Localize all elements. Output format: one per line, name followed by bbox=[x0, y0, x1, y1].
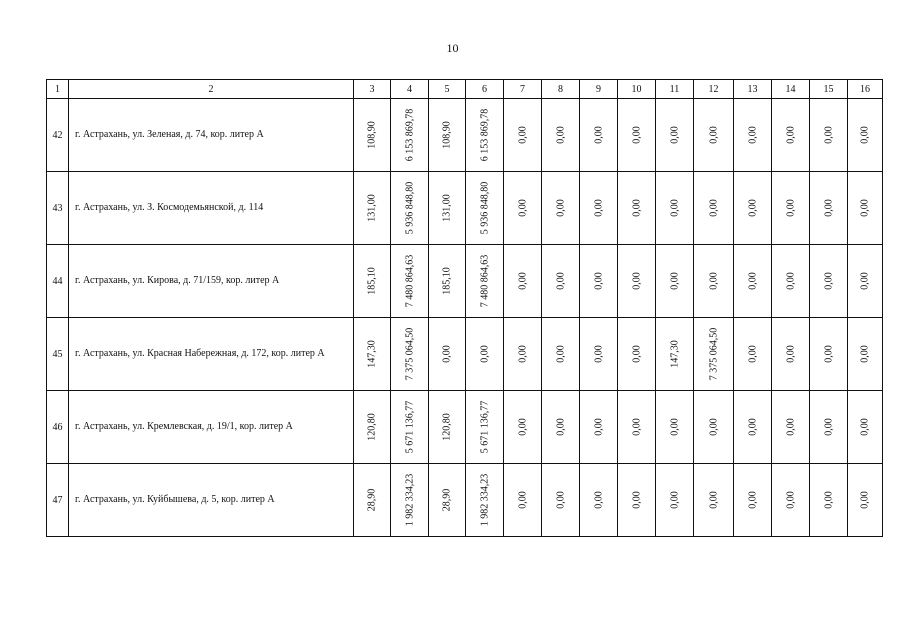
value-cell-wrapper bbox=[772, 464, 809, 536]
value-text: 1 982 334,23 bbox=[404, 473, 415, 527]
value-cell-wrapper bbox=[618, 464, 655, 536]
value-cell bbox=[391, 172, 429, 245]
value-cell bbox=[466, 99, 504, 172]
value-text: 0,00 bbox=[708, 272, 719, 290]
value-cell-wrapper bbox=[734, 391, 771, 463]
value-text: 6 153 869,78 bbox=[479, 108, 490, 162]
value-text: 0,00 bbox=[631, 126, 642, 144]
value-text: 0,00 bbox=[555, 418, 566, 436]
value-cell-wrapper bbox=[429, 464, 465, 536]
value-text: 7 480 864,63 bbox=[479, 254, 490, 308]
table-body bbox=[47, 99, 883, 537]
value-cell bbox=[542, 172, 580, 245]
value-text: 0,00 bbox=[441, 345, 453, 363]
column-header: 5 bbox=[429, 80, 466, 99]
value-text: 0,00 bbox=[669, 272, 680, 290]
value-cell-wrapper bbox=[618, 391, 655, 463]
value-cell bbox=[734, 172, 772, 245]
value-text: 6 153 869,78 bbox=[404, 108, 415, 162]
header-row bbox=[47, 80, 883, 99]
value-cell-wrapper bbox=[734, 245, 771, 317]
value-cell-wrapper bbox=[580, 391, 617, 463]
value-cell-wrapper bbox=[466, 99, 503, 171]
value-cell-wrapper bbox=[580, 99, 617, 171]
value-text: 5 671 136,77 bbox=[479, 400, 490, 454]
value-cell-wrapper bbox=[354, 172, 390, 244]
value-cell bbox=[466, 391, 504, 464]
address-cell: г. Астрахань, ул. Красная Набережная, д. 172, кор. литер А bbox=[69, 318, 354, 391]
value-cell-wrapper bbox=[354, 245, 390, 317]
value-cell-wrapper bbox=[354, 99, 390, 171]
value-cell bbox=[466, 318, 504, 391]
value-text: 28,90 bbox=[366, 488, 378, 512]
value-text: 0,00 bbox=[747, 199, 758, 217]
value-text: 0,00 bbox=[859, 126, 871, 144]
value-text: 0,00 bbox=[631, 345, 642, 363]
value-cell-wrapper bbox=[694, 391, 733, 463]
value-cell-wrapper bbox=[542, 172, 579, 244]
value-text: 131,00 bbox=[441, 194, 453, 222]
column-header: 9 bbox=[580, 80, 618, 99]
value-cell bbox=[542, 99, 580, 172]
value-cell bbox=[772, 391, 810, 464]
value-cell bbox=[429, 464, 466, 537]
value-cell bbox=[580, 318, 618, 391]
value-cell-wrapper bbox=[694, 464, 733, 536]
value-text: 0,00 bbox=[823, 126, 834, 144]
value-text: 7 375 064,50 bbox=[708, 327, 719, 381]
value-text: 0,00 bbox=[708, 126, 719, 144]
value-cell bbox=[734, 464, 772, 537]
value-cell-wrapper bbox=[504, 318, 541, 390]
value-cell bbox=[429, 99, 466, 172]
value-text: 0,00 bbox=[823, 272, 834, 290]
value-cell bbox=[734, 245, 772, 318]
row-number: 42 bbox=[47, 99, 69, 172]
value-text: 185,10 bbox=[366, 267, 378, 295]
value-text: 185,10 bbox=[441, 267, 453, 295]
value-cell bbox=[848, 318, 883, 391]
value-text: 0,00 bbox=[593, 345, 604, 363]
column-header: 15 bbox=[810, 80, 848, 99]
value-cell-wrapper bbox=[391, 464, 428, 536]
value-text: 131,00 bbox=[366, 194, 378, 222]
value-cell bbox=[656, 391, 694, 464]
value-cell bbox=[542, 391, 580, 464]
column-header: 13 bbox=[734, 80, 772, 99]
value-text: 0,00 bbox=[555, 491, 566, 509]
value-text: 1 982 334,23 bbox=[479, 473, 490, 527]
value-cell-wrapper bbox=[391, 172, 428, 244]
value-cell-wrapper bbox=[734, 318, 771, 390]
value-cell-wrapper bbox=[466, 391, 503, 463]
value-cell bbox=[429, 172, 466, 245]
value-cell bbox=[504, 318, 542, 391]
value-text: 108,90 bbox=[366, 121, 378, 149]
value-cell-wrapper bbox=[504, 464, 541, 536]
value-cell bbox=[504, 245, 542, 318]
value-text: 0,00 bbox=[859, 272, 871, 290]
value-cell bbox=[772, 464, 810, 537]
value-text: 5 936 848,80 bbox=[479, 181, 490, 235]
value-cell-wrapper bbox=[810, 464, 847, 536]
value-text: 28,90 bbox=[441, 488, 453, 512]
table-row bbox=[47, 391, 883, 464]
value-cell bbox=[618, 391, 656, 464]
value-cell bbox=[810, 464, 848, 537]
value-text: 0,00 bbox=[823, 491, 834, 509]
value-text: 7 480 864,63 bbox=[404, 254, 415, 308]
value-cell-wrapper bbox=[429, 245, 465, 317]
value-cell-wrapper bbox=[542, 245, 579, 317]
value-cell-wrapper bbox=[580, 318, 617, 390]
value-text: 0,00 bbox=[785, 491, 796, 509]
value-cell-wrapper bbox=[466, 245, 503, 317]
value-text: 0,00 bbox=[823, 345, 834, 363]
value-cell bbox=[466, 464, 504, 537]
value-cell-wrapper bbox=[429, 318, 465, 390]
value-cell bbox=[504, 172, 542, 245]
value-cell-wrapper bbox=[810, 245, 847, 317]
value-text: 0,00 bbox=[517, 199, 528, 217]
value-cell-wrapper bbox=[618, 99, 655, 171]
value-text: 5 936 848,80 bbox=[404, 181, 415, 235]
value-cell bbox=[391, 99, 429, 172]
column-header: 16 bbox=[848, 80, 883, 99]
value-text: 0,00 bbox=[747, 272, 758, 290]
value-cell bbox=[810, 391, 848, 464]
value-cell-wrapper bbox=[694, 245, 733, 317]
value-cell-wrapper bbox=[848, 99, 882, 171]
value-cell bbox=[694, 245, 734, 318]
table-row bbox=[47, 245, 883, 318]
value-cell bbox=[810, 318, 848, 391]
value-cell bbox=[772, 318, 810, 391]
value-cell-wrapper bbox=[354, 391, 390, 463]
value-text: 0,00 bbox=[785, 126, 796, 144]
value-cell bbox=[542, 245, 580, 318]
value-cell-wrapper bbox=[391, 245, 428, 317]
value-cell-wrapper bbox=[810, 99, 847, 171]
value-cell-wrapper bbox=[429, 99, 465, 171]
value-cell bbox=[391, 318, 429, 391]
value-cell-wrapper bbox=[466, 172, 503, 244]
value-text: 0,00 bbox=[517, 345, 528, 363]
value-text: 0,00 bbox=[859, 491, 871, 509]
value-text: 0,00 bbox=[859, 199, 871, 217]
value-cell bbox=[656, 464, 694, 537]
value-cell-wrapper bbox=[354, 464, 390, 536]
value-cell bbox=[848, 172, 883, 245]
table-row bbox=[47, 318, 883, 391]
value-text: 0,00 bbox=[593, 272, 604, 290]
column-header: 8 bbox=[542, 80, 580, 99]
value-cell-wrapper bbox=[391, 99, 428, 171]
value-cell bbox=[848, 99, 883, 172]
value-text: 0,00 bbox=[479, 345, 490, 363]
value-cell bbox=[466, 245, 504, 318]
value-cell-wrapper bbox=[772, 391, 809, 463]
value-text: 0,00 bbox=[631, 272, 642, 290]
value-cell-wrapper bbox=[694, 172, 733, 244]
value-cell bbox=[694, 172, 734, 245]
value-cell bbox=[848, 391, 883, 464]
value-cell-wrapper bbox=[848, 245, 882, 317]
value-cell bbox=[656, 172, 694, 245]
value-cell bbox=[618, 245, 656, 318]
value-text: 0,00 bbox=[747, 126, 758, 144]
value-cell bbox=[354, 318, 391, 391]
row-number: 47 bbox=[47, 464, 69, 537]
value-cell bbox=[810, 172, 848, 245]
value-cell-wrapper bbox=[810, 318, 847, 390]
table-row bbox=[47, 464, 883, 537]
value-text: 0,00 bbox=[708, 491, 719, 509]
value-cell-wrapper bbox=[580, 172, 617, 244]
row-number: 44 bbox=[47, 245, 69, 318]
value-cell-wrapper bbox=[656, 172, 693, 244]
value-text: 0,00 bbox=[555, 272, 566, 290]
value-cell-wrapper bbox=[429, 172, 465, 244]
value-cell-wrapper bbox=[734, 99, 771, 171]
value-cell-wrapper bbox=[848, 172, 882, 244]
value-text: 0,00 bbox=[517, 418, 528, 436]
table-row bbox=[47, 99, 883, 172]
value-cell bbox=[429, 391, 466, 464]
value-cell-wrapper bbox=[354, 318, 390, 390]
value-text: 0,00 bbox=[555, 345, 566, 363]
value-text: 0,00 bbox=[669, 418, 680, 436]
value-text: 108,90 bbox=[441, 121, 453, 149]
value-cell-wrapper bbox=[466, 318, 503, 390]
value-cell-wrapper bbox=[504, 172, 541, 244]
value-cell-wrapper bbox=[772, 245, 809, 317]
value-cell-wrapper bbox=[848, 464, 882, 536]
value-text: 0,00 bbox=[555, 199, 566, 217]
value-cell-wrapper bbox=[810, 172, 847, 244]
value-text: 0,00 bbox=[593, 491, 604, 509]
value-cell-wrapper bbox=[656, 464, 693, 536]
value-text: 0,00 bbox=[823, 418, 834, 436]
column-header: 3 bbox=[354, 80, 391, 99]
value-cell-wrapper bbox=[656, 99, 693, 171]
value-cell bbox=[772, 99, 810, 172]
value-cell-wrapper bbox=[656, 318, 693, 390]
value-text: 0,00 bbox=[631, 199, 642, 217]
value-text: 0,00 bbox=[747, 491, 758, 509]
value-cell bbox=[734, 391, 772, 464]
value-cell bbox=[656, 318, 694, 391]
value-cell bbox=[694, 464, 734, 537]
value-text: 0,00 bbox=[859, 418, 871, 436]
value-text: 147,30 bbox=[669, 340, 680, 368]
column-header: 14 bbox=[772, 80, 810, 99]
row-number: 46 bbox=[47, 391, 69, 464]
value-text: 147,30 bbox=[366, 340, 378, 368]
value-cell bbox=[772, 245, 810, 318]
data-table bbox=[46, 79, 883, 537]
value-cell bbox=[734, 318, 772, 391]
value-cell bbox=[656, 99, 694, 172]
value-cell bbox=[618, 318, 656, 391]
column-header: 10 bbox=[618, 80, 656, 99]
value-cell-wrapper bbox=[656, 391, 693, 463]
value-text: 0,00 bbox=[517, 491, 528, 509]
value-cell-wrapper bbox=[694, 318, 733, 390]
page-number: 10 bbox=[446, 41, 459, 55]
value-cell-wrapper bbox=[618, 245, 655, 317]
row-number: 43 bbox=[47, 172, 69, 245]
value-cell-wrapper bbox=[848, 391, 882, 463]
column-header: 1 bbox=[47, 80, 69, 99]
value-text: 0,00 bbox=[631, 491, 642, 509]
value-cell bbox=[810, 99, 848, 172]
value-cell bbox=[656, 245, 694, 318]
value-text: 0,00 bbox=[708, 418, 719, 436]
value-cell bbox=[354, 172, 391, 245]
value-cell bbox=[391, 391, 429, 464]
value-cell-wrapper bbox=[694, 99, 733, 171]
value-text: 0,00 bbox=[631, 418, 642, 436]
address-cell: г. Астрахань, ул. Зеленая, д. 74, кор. литер А bbox=[69, 99, 354, 172]
value-cell-wrapper bbox=[504, 391, 541, 463]
value-cell-wrapper bbox=[618, 172, 655, 244]
value-cell bbox=[542, 464, 580, 537]
value-cell bbox=[504, 464, 542, 537]
value-cell-wrapper bbox=[542, 391, 579, 463]
value-cell bbox=[848, 245, 883, 318]
value-text: 7 375 064,50 bbox=[404, 327, 415, 381]
value-cell bbox=[466, 172, 504, 245]
value-text: 0,00 bbox=[859, 345, 871, 363]
value-cell-wrapper bbox=[772, 172, 809, 244]
value-text: 0,00 bbox=[747, 418, 758, 436]
value-cell bbox=[810, 245, 848, 318]
value-cell-wrapper bbox=[810, 391, 847, 463]
value-text: 0,00 bbox=[785, 272, 796, 290]
value-cell bbox=[694, 318, 734, 391]
value-text: 0,00 bbox=[517, 126, 528, 144]
value-text: 5 671 136,77 bbox=[404, 400, 415, 454]
column-header: 6 bbox=[466, 80, 504, 99]
value-cell bbox=[354, 464, 391, 537]
value-cell-wrapper bbox=[466, 464, 503, 536]
value-text: 0,00 bbox=[785, 199, 796, 217]
address-cell: г. Астрахань, ул. Кирова, д. 71/159, кор. литер А bbox=[69, 245, 354, 318]
address-cell: г. Астрахань, ул. Куйбышева, д. 5, кор. литер А bbox=[69, 464, 354, 537]
value-cell-wrapper bbox=[772, 99, 809, 171]
value-cell-wrapper bbox=[734, 464, 771, 536]
value-text: 0,00 bbox=[785, 418, 796, 436]
value-cell-wrapper bbox=[580, 464, 617, 536]
value-cell bbox=[772, 172, 810, 245]
value-text: 0,00 bbox=[669, 491, 680, 509]
value-cell-wrapper bbox=[542, 464, 579, 536]
value-cell bbox=[354, 391, 391, 464]
value-text: 0,00 bbox=[555, 126, 566, 144]
value-cell bbox=[429, 318, 466, 391]
value-cell bbox=[694, 391, 734, 464]
value-text: 0,00 bbox=[593, 418, 604, 436]
row-number: 45 bbox=[47, 318, 69, 391]
value-cell bbox=[848, 464, 883, 537]
value-cell-wrapper bbox=[734, 172, 771, 244]
value-cell-wrapper bbox=[656, 245, 693, 317]
value-cell bbox=[429, 245, 466, 318]
value-cell bbox=[618, 99, 656, 172]
value-cell-wrapper bbox=[618, 318, 655, 390]
value-cell-wrapper bbox=[542, 318, 579, 390]
value-text: 0,00 bbox=[708, 199, 719, 217]
table-row bbox=[47, 172, 883, 245]
value-text: 0,00 bbox=[593, 126, 604, 144]
value-cell-wrapper bbox=[772, 318, 809, 390]
value-text: 0,00 bbox=[747, 345, 758, 363]
value-text: 0,00 bbox=[593, 199, 604, 217]
value-text: 0,00 bbox=[823, 199, 834, 217]
column-header: 4 bbox=[391, 80, 429, 99]
value-text: 0,00 bbox=[669, 126, 680, 144]
value-cell bbox=[580, 391, 618, 464]
value-cell-wrapper bbox=[429, 391, 465, 463]
value-cell bbox=[618, 172, 656, 245]
value-cell-wrapper bbox=[391, 391, 428, 463]
column-header: 12 bbox=[694, 80, 734, 99]
value-cell bbox=[580, 99, 618, 172]
address-cell: г. Астрахань, ул. Кремлевская, д. 19/1, кор. литер А bbox=[69, 391, 354, 464]
value-cell-wrapper bbox=[391, 318, 428, 390]
column-header: 2 bbox=[69, 80, 354, 99]
address-cell: г. Астрахань, ул. З. Космодемьянской, д. 114 bbox=[69, 172, 354, 245]
column-header: 11 bbox=[656, 80, 694, 99]
value-cell bbox=[354, 245, 391, 318]
value-cell bbox=[580, 172, 618, 245]
value-text: 0,00 bbox=[669, 199, 680, 217]
value-cell bbox=[580, 245, 618, 318]
value-cell bbox=[391, 245, 429, 318]
value-text: 0,00 bbox=[785, 345, 796, 363]
value-cell-wrapper bbox=[542, 99, 579, 171]
value-cell bbox=[504, 99, 542, 172]
value-text: 0,00 bbox=[517, 272, 528, 290]
value-cell-wrapper bbox=[848, 318, 882, 390]
value-cell bbox=[354, 99, 391, 172]
value-cell bbox=[391, 464, 429, 537]
value-cell bbox=[542, 318, 580, 391]
value-cell-wrapper bbox=[504, 99, 541, 171]
value-cell bbox=[618, 464, 656, 537]
value-text: 120,80 bbox=[441, 413, 453, 441]
value-cell bbox=[504, 391, 542, 464]
value-cell-wrapper bbox=[580, 245, 617, 317]
column-header: 7 bbox=[504, 80, 542, 99]
value-cell bbox=[694, 99, 734, 172]
value-cell bbox=[580, 464, 618, 537]
value-cell bbox=[734, 99, 772, 172]
value-cell-wrapper bbox=[504, 245, 541, 317]
value-text: 120,80 bbox=[366, 413, 378, 441]
